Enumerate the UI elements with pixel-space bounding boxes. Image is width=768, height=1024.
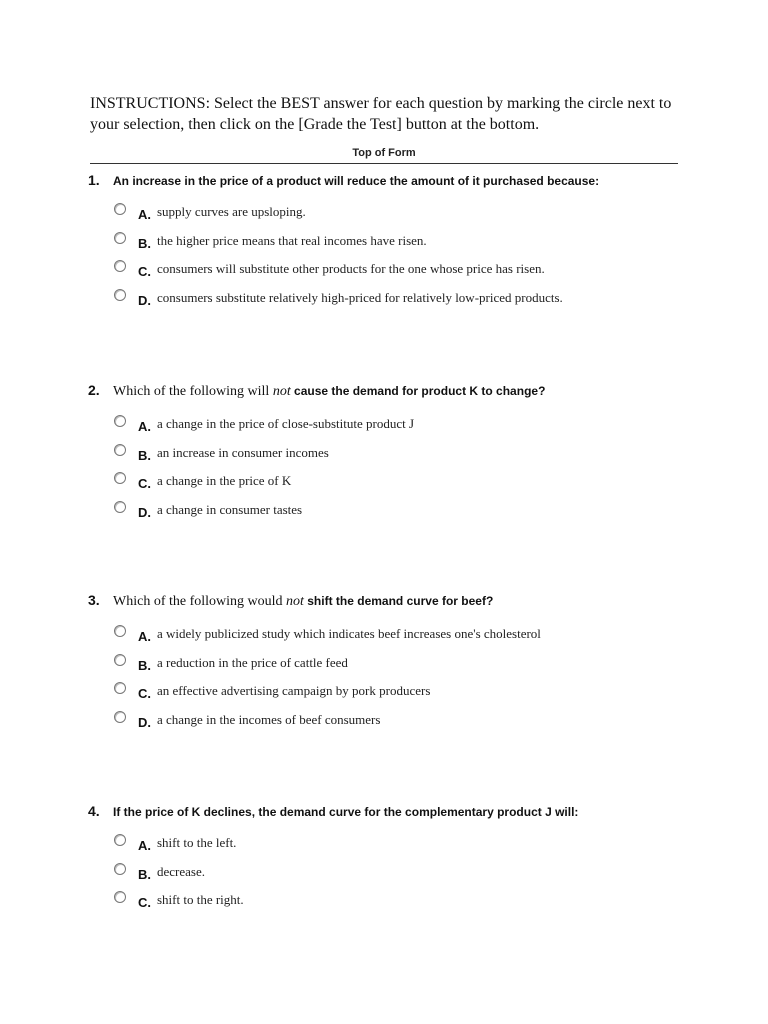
question-text: An increase in the price of a product will reduce the amount of it purchased because:: [113, 174, 600, 188]
radio-button[interactable]: [114, 654, 126, 666]
option-a[interactable]: [114, 624, 708, 653]
question-number: 4.: [88, 803, 100, 819]
radio-button[interactable]: [114, 232, 126, 244]
option-letter: B.: [138, 866, 151, 882]
option-text: consumers will substitute other products for the one whose price has risen.: [157, 261, 545, 276]
question-1: [88, 172, 708, 316]
option-a[interactable]: [114, 202, 708, 231]
option-text: decrease.: [157, 863, 205, 879]
question-number: 3.: [88, 592, 100, 608]
option-text: a change in the incomes of beef consumers: [157, 711, 381, 727]
option-a[interactable]: [114, 833, 708, 862]
option-letter: D.: [138, 292, 151, 308]
option-text: a widely publicized study which indicates beef increases one's cholesterol: [157, 626, 541, 641]
question-prompt: [88, 592, 708, 610]
option-letter: B.: [138, 235, 151, 251]
option-d[interactable]: [114, 500, 708, 529]
answer-options: [114, 414, 708, 528]
radio-button[interactable]: [114, 625, 126, 637]
question-4: [88, 803, 708, 919]
question-number: 2.: [88, 382, 100, 398]
radio-button[interactable]: [114, 472, 126, 484]
option-text: a change in the price of K: [157, 473, 292, 488]
option-letter: A.: [138, 419, 151, 434]
option-letter: A.: [138, 629, 151, 644]
option-letter: C.: [138, 264, 151, 279]
option-b[interactable]: [114, 862, 708, 891]
option-c[interactable]: [114, 890, 708, 919]
question-text: If the price of K declines, the demand curve for the complementary product J will:: [113, 805, 579, 819]
option-letter: C.: [138, 686, 151, 701]
option-text: supply curves are upsloping.: [157, 204, 306, 219]
answer-options: [114, 202, 708, 316]
radio-button[interactable]: [114, 444, 126, 456]
option-b[interactable]: [114, 653, 708, 682]
radio-button[interactable]: [114, 891, 126, 903]
option-text: shift to the right.: [157, 892, 244, 907]
question-text: Which of the following would not shift the demand curve for beef?: [113, 594, 494, 609]
option-letter: C.: [138, 895, 151, 910]
option-text: an effective advertising campaign by pork producers: [157, 683, 431, 698]
option-b[interactable]: [114, 443, 708, 472]
form-top-divider: [90, 163, 678, 164]
option-text: a change in the price of close-substitute product J: [157, 416, 415, 431]
option-letter: B.: [138, 657, 151, 673]
radio-button[interactable]: [114, 711, 126, 723]
instructions-text: INSTRUCTIONS: Select the BEST answer for each question by marking the circle next to your selection, then click on the [Grade the Test] button at the bottom.: [90, 95, 672, 133]
option-c[interactable]: [114, 259, 708, 288]
radio-button[interactable]: [114, 260, 126, 272]
option-text: consumers substitute relatively high-priced for relatively low-priced products.: [157, 289, 563, 305]
option-c[interactable]: [114, 681, 708, 710]
option-text: an increase in consumer incomes: [157, 444, 329, 460]
option-text: the higher price means that real incomes have risen.: [157, 232, 427, 248]
option-letter: B.: [138, 447, 151, 463]
radio-button[interactable]: [114, 834, 126, 846]
option-d[interactable]: [114, 710, 708, 739]
question-3: [88, 592, 708, 738]
option-letter: D.: [138, 714, 151, 730]
question-prompt: [88, 382, 708, 400]
option-c[interactable]: [114, 471, 708, 500]
answer-options: [114, 833, 708, 919]
question-text: Which of the following will not cause the demand for product K to change?: [113, 384, 546, 399]
option-d[interactable]: [114, 288, 708, 317]
radio-button[interactable]: [114, 863, 126, 875]
option-letter: C.: [138, 476, 151, 491]
radio-button[interactable]: [114, 289, 126, 301]
radio-button[interactable]: [114, 501, 126, 513]
answer-options: [114, 624, 708, 738]
option-text: shift to the left.: [157, 835, 237, 850]
option-letter: A.: [138, 838, 151, 853]
question-number: 1.: [88, 172, 100, 188]
option-b[interactable]: [114, 231, 708, 260]
question-prompt: [88, 803, 708, 819]
radio-button[interactable]: [114, 203, 126, 215]
option-letter: A.: [138, 207, 151, 222]
top-of-form-label: Top of Form: [352, 147, 416, 159]
option-text: a change in consumer tastes: [157, 501, 303, 517]
option-letter: D.: [138, 504, 151, 520]
option-a[interactable]: [114, 414, 708, 443]
question-prompt: [88, 172, 708, 188]
radio-button[interactable]: [114, 682, 126, 694]
question-2: [88, 382, 708, 528]
radio-button[interactable]: [114, 415, 126, 427]
option-text: a reduction in the price of cattle feed: [157, 654, 348, 670]
